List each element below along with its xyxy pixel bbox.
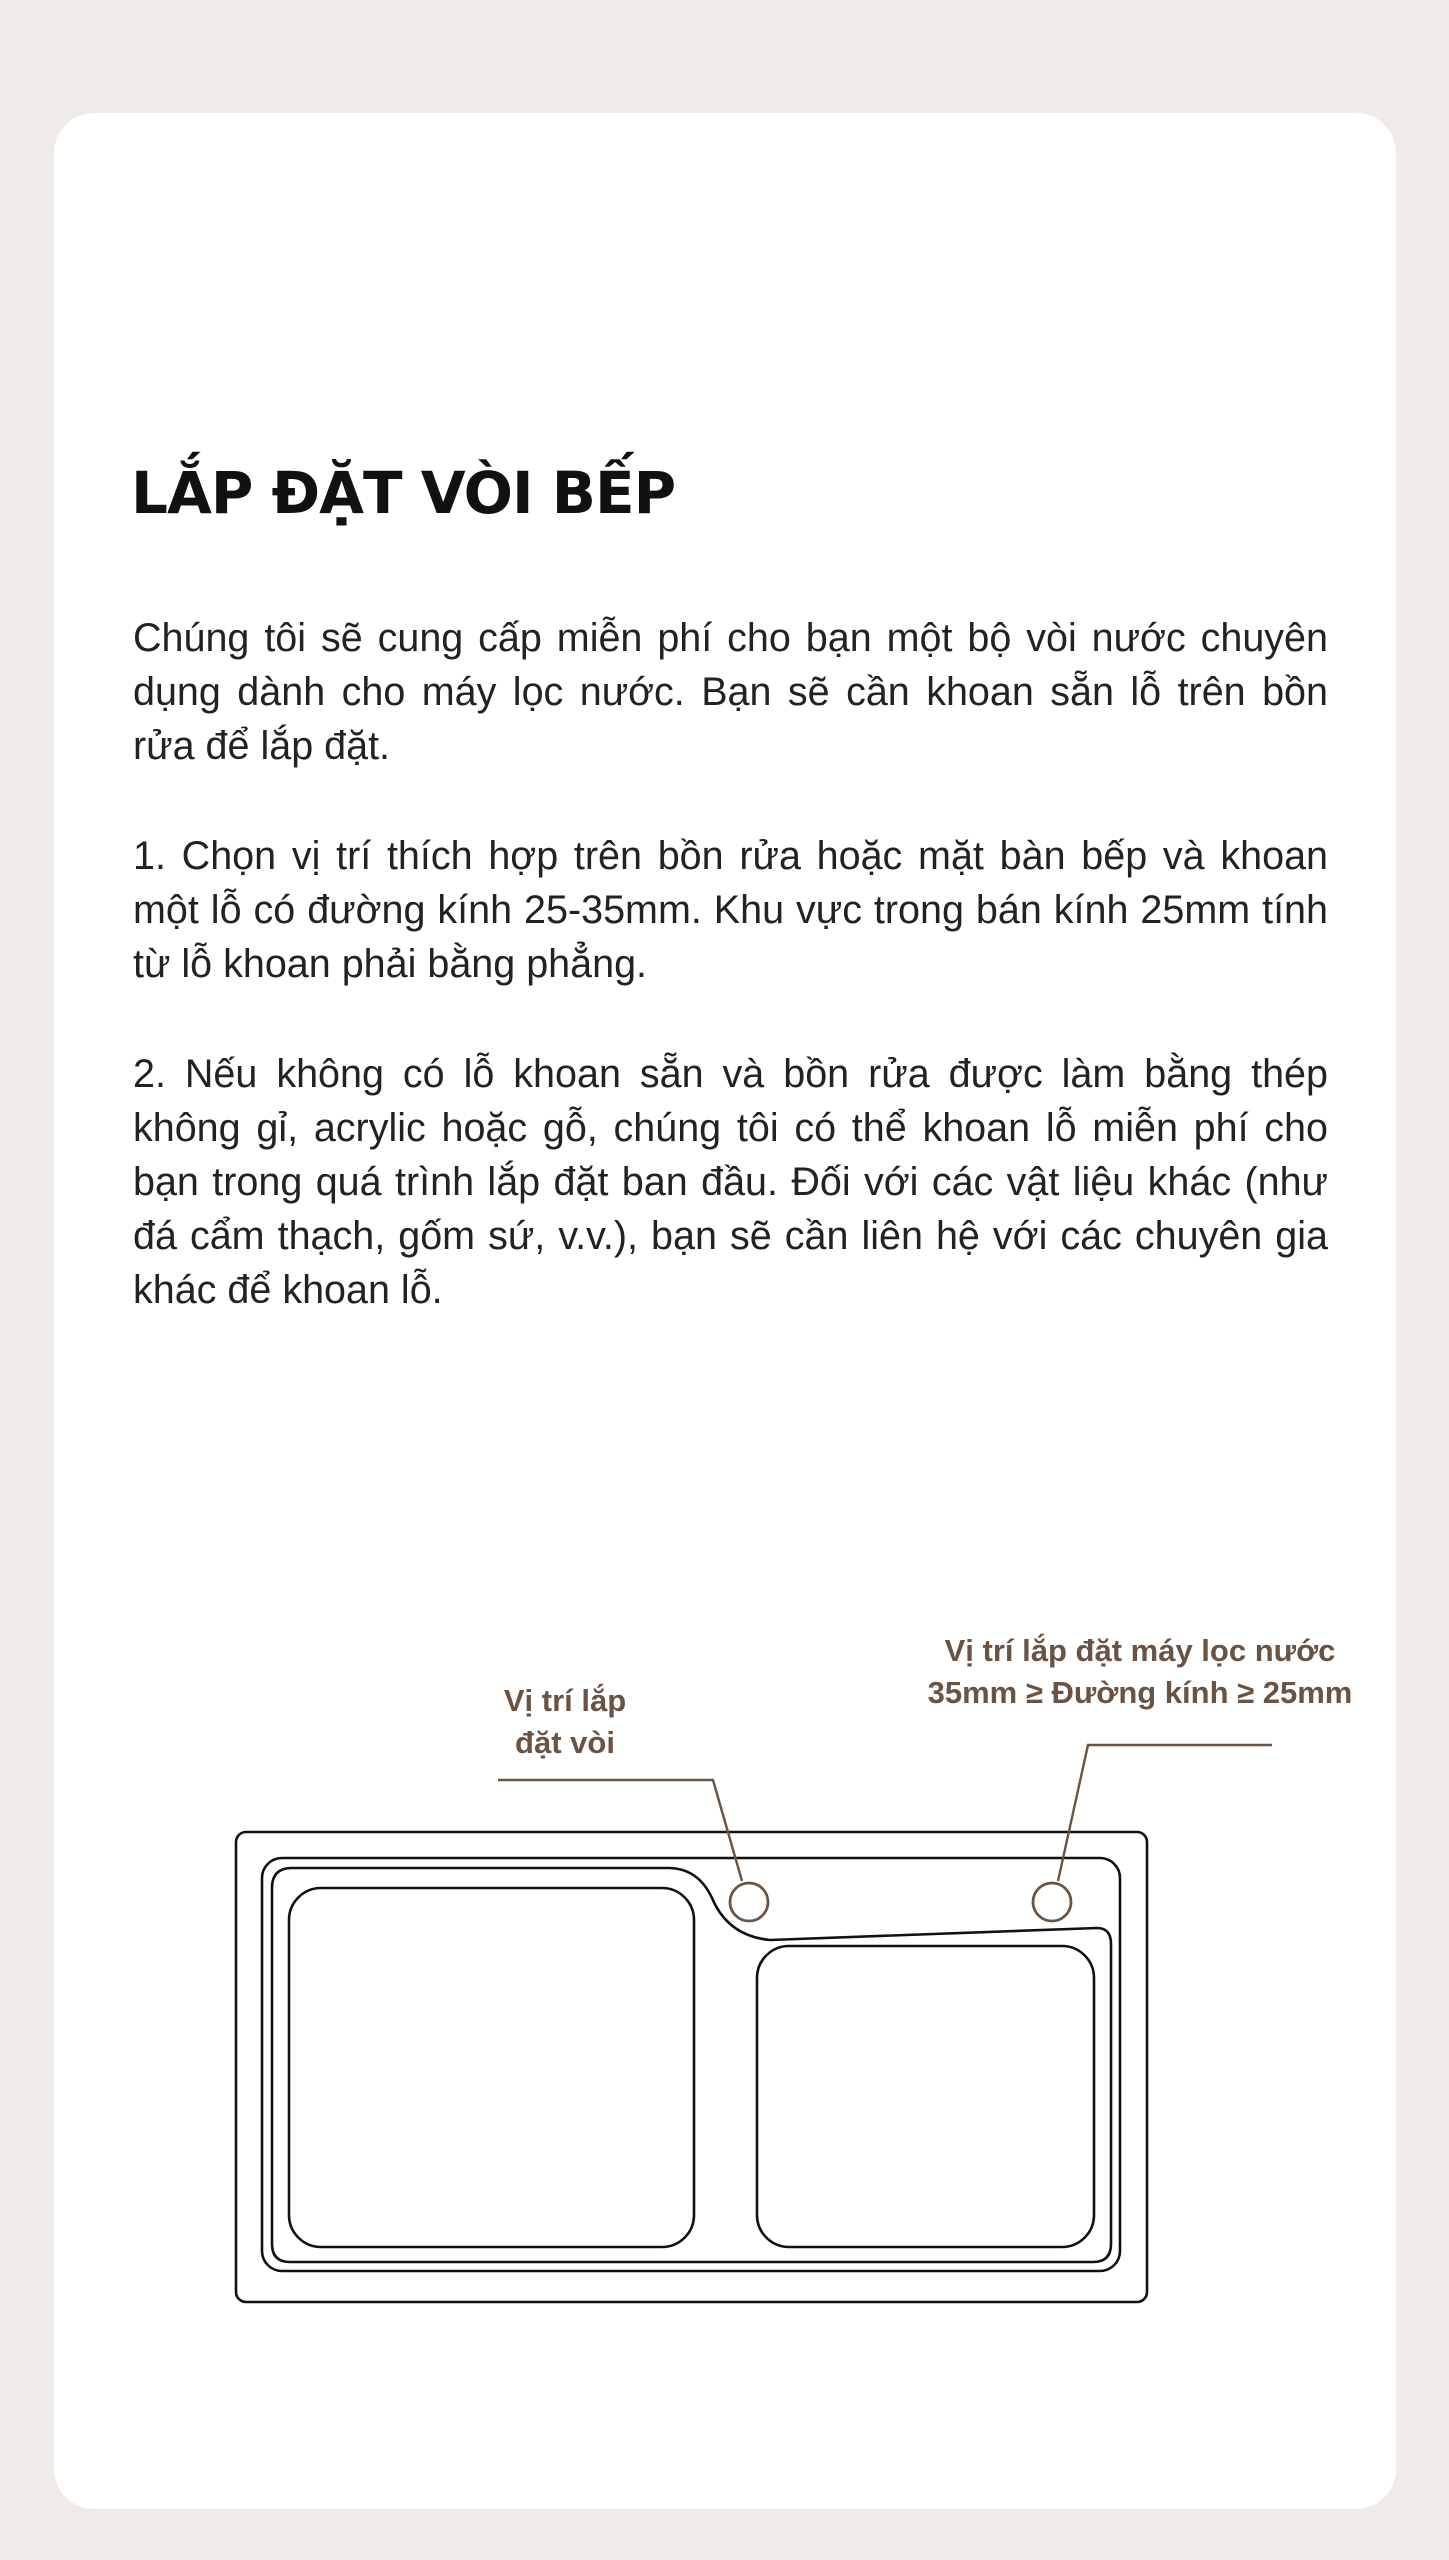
filter-hole-icon <box>1033 1883 1071 1921</box>
faucet-hole-icon <box>730 1883 768 1921</box>
faucet-callout-line-2: đặt vòi <box>515 1725 615 1760</box>
faucet-callout-line-1: Vị trí lắp <box>503 1683 627 1718</box>
sink-rim-outer <box>262 1858 1120 2271</box>
sink-diagram <box>0 1700 1449 2340</box>
sink-rim-inner <box>272 1868 1111 2262</box>
left-basin <box>289 1888 694 2247</box>
step-1-paragraph: 1. Chọn vị trí thích hợp trên bồn rửa hoặc mặt bàn bếp và khoan một lỗ có đường kính 25-35mm. Khu vực trong bán kính 25mm tính từ lỗ khoan phải bằng phẳng. <box>133 834 1328 986</box>
sink-outer-frame <box>236 1832 1147 2302</box>
intro-paragraph: Chúng tôi sẽ cung cấp miễn phí cho bạn một bộ vòi nước chuyên dụng dành cho máy lọc nước. Bạn sẽ cần khoan sẵn lỗ trên bồn rửa để lắp đặt. <box>133 616 1328 768</box>
faucet-leader-line <box>498 1780 742 1881</box>
filter-callout-line-2: 35mm ≥ Đường kính ≥ 25mm <box>927 1675 1353 1710</box>
filter-callout-line-1: Vị trí lắp đặt máy lọc nước <box>944 1633 1336 1668</box>
page-title: LẮP ĐẶT VÒI BẾP <box>131 459 676 527</box>
step-2-paragraph: 2. Nếu không có lỗ khoan sẵn và bồn rửa được làm bằng thép không gỉ, acrylic hoặc gỗ, chúng tôi có thể khoan lỗ miễn phí cho bạn trong quá trình lắp đặt ban đầu. Đối với các vật liệu khác (như đá cẩm thạch, gốm sứ, v.v.), bạn sẽ cần liên hệ với các chuyên gia khác để khoan lỗ. <box>133 1052 1328 1312</box>
filter-leader-line <box>1058 1745 1272 1881</box>
right-basin <box>757 1946 1094 2247</box>
